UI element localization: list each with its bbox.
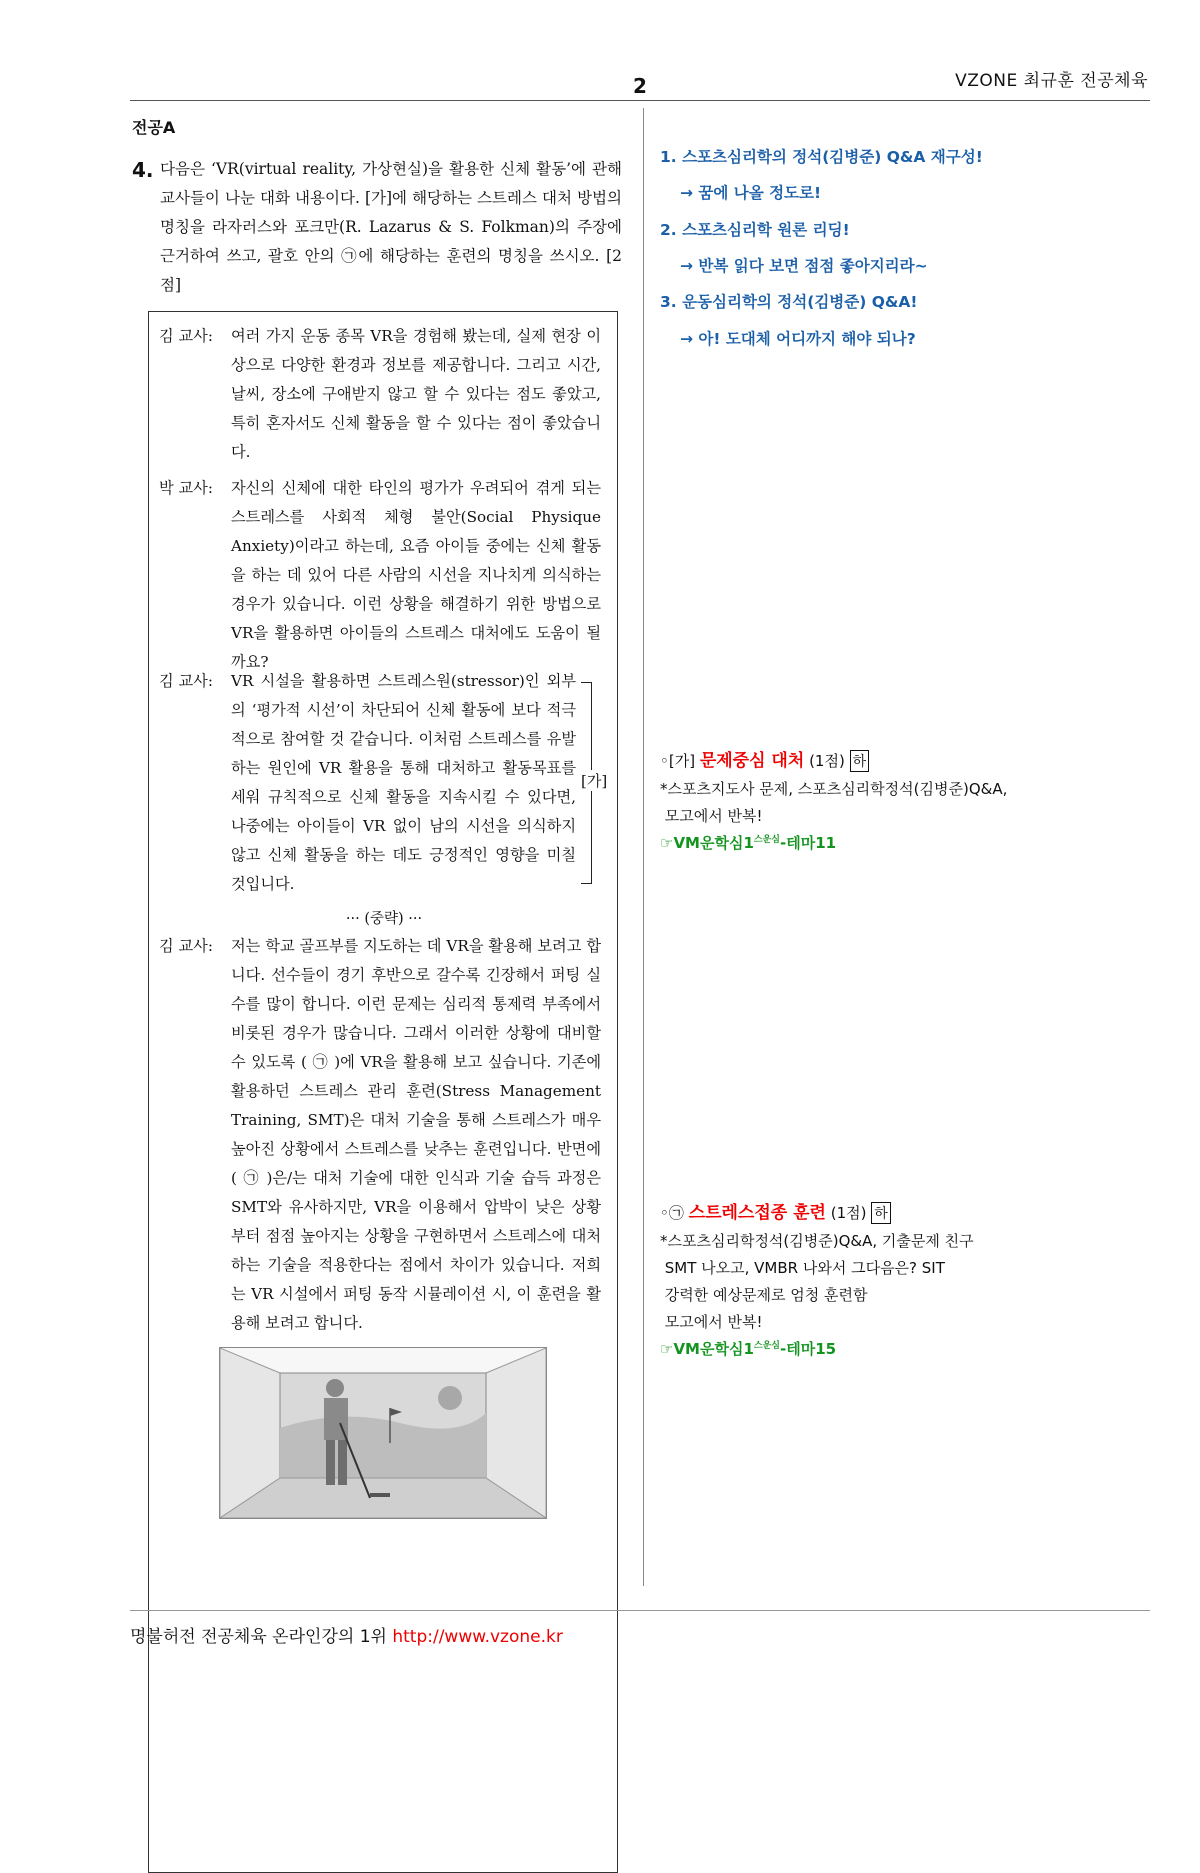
answer-points: (1점) [830,1204,867,1222]
header-title: VZONE 최규훈 전공체육 [955,71,1148,91]
note-line-6: → 아! 도대체 어디까지 해야 되나? [680,330,916,348]
speaker-label: 김 교사: [159,327,213,345]
answer-note-line: 모고에서 반복! [660,1313,763,1331]
answer-title [660,1198,974,1224]
difficulty-badge: 하 [871,1202,891,1224]
reference-end: -테마11 [779,834,837,852]
note-line-5: 3. 운동심리학의 정석(김병준) Q&A! [660,293,918,311]
answer-prefix: ◦[가] [660,752,696,770]
reference-main: ☞VM운학심1 [660,1340,754,1358]
speech-text: 여러 가지 운동 종목 VR을 경험해 봤는데, 실제 현장 이상으로 다양한 환경과 정보를 제공합니다. 그리고 시간, 날씨, 장소에 구애받지 않고 할 수 있다는 점도 좋았고, 특히 혼자서도 신체 활동을 할 수 있다는 점이 좋았습니다. [231,327,601,461]
reference-link [660,1338,974,1359]
answer-block-2 [660,1198,974,1359]
section-label: 전공A [132,118,176,137]
reference-sup: 스운심 [753,1341,780,1351]
omission-note: ··· (중략) ··· [345,911,423,927]
answer-note-line: SMT 나오고, VMBR 나와서 그다음은? SIT [660,1259,945,1277]
note-line-1: 1. 스포츠심리학의 정석(김병준) Q&A 재구성! [660,148,983,166]
footer-text: 명불허전 전공체육 온라인강의 1위 [130,1627,393,1647]
answer-block-1 [660,746,1007,853]
answer-prefix: ◦㉠ [660,1204,684,1222]
answer-note-line: *스포츠지도사 문제, 스포츠심리학정석(김병준)Q&A, [660,780,1008,798]
speaker-label: 김 교사: [159,672,213,690]
reference-sup: 스운심 [753,835,780,845]
header-rule [130,100,1150,101]
bracket-label: [가] [581,772,608,790]
reference-main: ☞VM운학심1 [660,834,754,852]
note-line-3: 2. 스포츠심리학 원론 리딩! [660,221,850,239]
answer-text: 문제중심 대처 [699,751,805,771]
column-divider [643,108,644,1586]
speech-text: 저는 학교 골프부를 지도하는 데 VR을 활용해 보려고 합니다. 선수들이 경기 후반으로 갈수록 긴장해서 퍼팅 실수를 많이 합니다. 이런 문제는 심리적 통제력 부족에서 비롯된 경우가 많습니다. 그래서 이러한 상황에 대비할 수 있도록 ( ㉠ )에 VR을 활용해 보고 싶습니다. 기존에 활용하던 스트레스 관리 훈련(Stress Management Training, SMT)은 대처 기술을 통해 스트레스가 매우 높아진 상황에서 스트레스를 낮추는 훈련입니다. 반면에 ( ㉠ )은/는 대처 기술에 대한 인식과 기술 습득 과정은 SMT와 유사하지만, VR을 이용해서 압박이 낮은 상황부터 점점 높아지는 상황을 구현하면서 스트레스에 대처하는 기술을 적용한다는 점에서 차이가 있습니다. 저희는 VR 시설에서 퍼팅 동작 시뮬레이션 시, 이 훈련을 활용해 보려고 합니다. [231,937,601,1332]
speaker-label: 박 교사: [159,479,213,497]
answer-title [660,746,1007,772]
note-line-2: → 꿈에 나올 정도로! [680,184,822,202]
speech-text: 자신의 신체에 대한 타인의 평가가 우려되어 겪게 되는 스트레스를 사회적 체형 불안(Social Physique Anxiety)이라고 하는데, 요즘 아이들 중에는 신체 활동을 하는 데 있어 다른 사람의 시선을 지나치게 의식하는 경우가 있습니다. 이런 상황을 해결하기 위한 방법으로 VR을 활용하면 아이들의 스트레스 대처에도 도움이 될까요? [231,479,601,671]
answer-points: (1점) [809,752,845,770]
footer [130,1622,563,1647]
answer-note-line: 강력한 예상문제로 엄청 훈련함 [660,1286,868,1304]
answer-note-line: *스포츠심리학정석(김병준)Q&A, 기출문제 친구 [660,1232,974,1250]
vr-golf-illustration [219,1347,547,1519]
footer-url-link[interactable]: http://www.vzone.kr [392,1627,563,1647]
speech-text: VR 시설을 활용하면 스트레스원(stressor)인 외부의 ‘평가적 시선’이 차단되어 신체 활동에 보다 적극적으로 참여할 것 같습니다. 이처럼 스트레스를 유발하는 원인에 VR 활용을 통해 대처하고 활동목표를 세워 규칙적으로 신체 활동을 지속시킬 수 있다면, 나중에는 아이들이 VR 없이 남의 시선을 의식하지 않고 신체 활동을 하는 데도 긍정적인 영향을 미칠 것입니다. [231,672,576,893]
question-text: 다음은 ‘VR(virtual reality, 가상현실)을 활용한 신체 활동’에 관해 교사들이 나눈 대화 내용이다. [가]에 해당하는 스트레스 대처 방법의 명칭을 라자러스와 포크만(R. Lazarus & S. Folkman)의 주장에 근거하여 쓰고, 괄호 안의 ㉠에 해당하는 훈련의 명칭을 쓰시오. [2점] [160,160,622,294]
answer-text: 스트레스접종 훈련 [688,1203,826,1223]
footer-rule [130,1610,1150,1611]
reference-end: -테마15 [779,1340,837,1358]
question-number: 4. [132,158,154,182]
page-number: 2 [633,74,647,98]
reference-link [660,832,1007,853]
answer-note-line: 모고에서 반복! [660,807,763,825]
speaker-label: 김 교사: [159,937,213,955]
note-line-4: → 반복 읽다 보면 점점 좋아지리라~ [680,257,928,275]
difficulty-badge: 하 [850,750,870,772]
